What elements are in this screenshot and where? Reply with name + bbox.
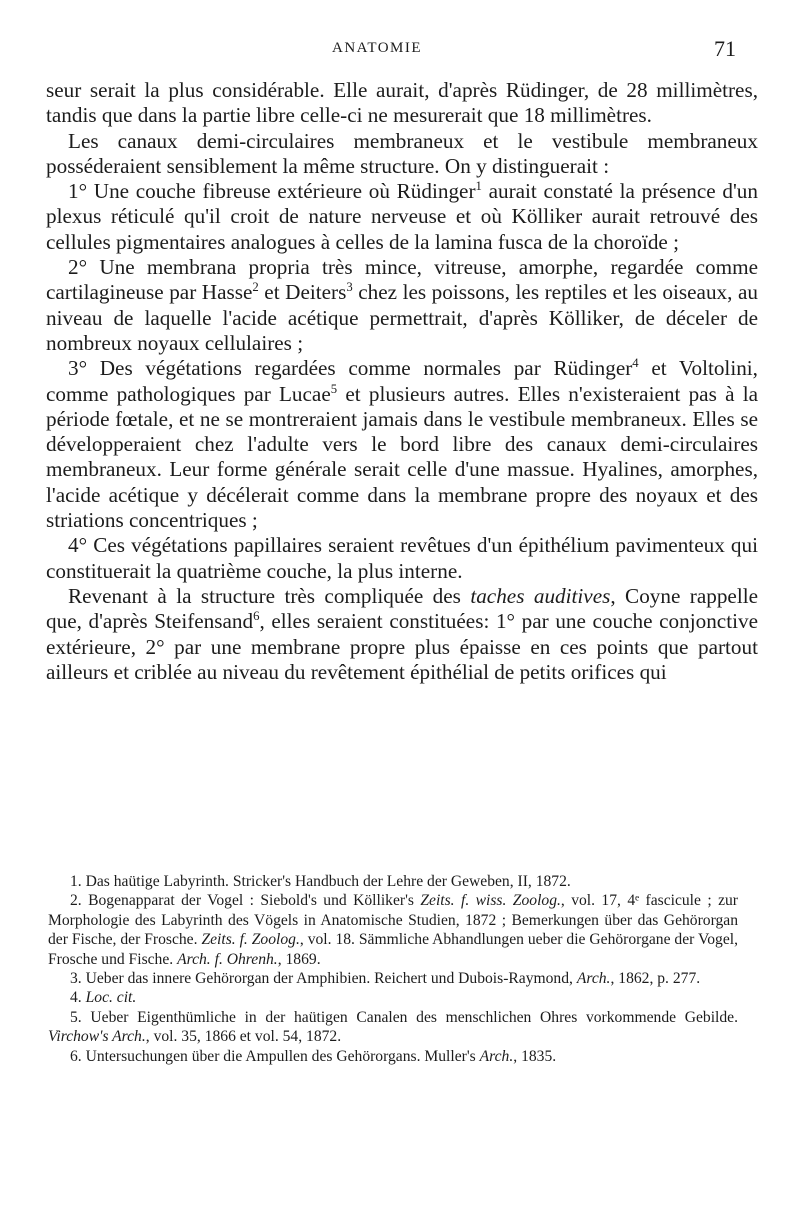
journal-title: Arch. f. Ohrenh. [177,950,278,968]
footnote-ref: 4 [632,356,639,371]
paragraph [46,179,758,255]
text-run: , Coyne rappelle que, d'après Steifensand [46,583,759,634]
paragraph: Les canaux demi-circulaires membraneux et le vestibule membraneux posséderaient sensiblement la même structure. On y distinguerait : [46,128,758,178]
italic-term: taches auditives [470,583,611,608]
page-number: 71 [714,36,736,61]
paragraph [46,584,758,685]
paragraph [46,356,758,533]
paragraph [46,255,758,356]
text-run: chez les poissons, les reptiles et les oiseaux, au niveau de laquelle l'acide acétique permettrait, d'après Kölliker, de déceler de nombreux noyaux cellulaires ; [46,280,758,355]
text-run: , vol. 18. Sämmliche Abhandlungen ueber die Gehörorgane der Vogel, Frosche und Fische. [48,931,738,968]
text-run: et plusieurs autres. Elles n'existeraient pas à la période fœtale, et ne se montreraient jamais dans le vestibule membraneux. Elles se développeraient chez l'adulte vers le bord libre des canaux demi-circulaires membraneux. Leur forme générale serait celle d'une massue. Hyalines, amorphes, l'acide acétique y décélerait comme dans la membrane propre des noyaux et des striations concentriques ; [46,381,758,533]
text-run: 3. Ueber das innere Gehörorgan der Amphibien. Reichert und Dubois-Raymond, [70,970,577,988]
body-text [46,78,758,685]
footnote [48,891,738,969]
text-run: et Deiters [258,280,347,305]
text-run: 3° Des végétations regardées comme normales par Rüdinger [68,356,633,381]
footnote [48,872,738,891]
text-run: et Voltolini, comme pathologiques par Lucae [46,356,758,406]
text-run: aurait constaté la présence d'un plexus réticulé qu'il croit de nature nerveuse et où Kölliker aurait retrouvé des cellules pigmentaires analogues à celles de la lamina fusca de la choroïde ; [46,179,758,254]
text-run: Revenant à la structure très compliquée des [68,583,471,608]
running-title: ANATOMIE [332,40,423,56]
text-run: 6. Untersuchungen über die Ampullen des Gehörorgans. Muller's [70,1047,480,1065]
footnote-ref: 2 [252,280,259,295]
footnote-ref: 6 [253,609,260,624]
journal-title: Loc. cit. [85,989,137,1007]
footnotes [48,872,738,1066]
footnote [48,969,738,988]
page-header [40,36,758,60]
text-run: 5. Ueber Eigenthümliche in der haütigen Canalen des menschlichen Ohres vorkommende Gebilde. [70,1008,738,1026]
text-run: , vol. 35, 1866 et vol. 54, 1872. [145,1028,342,1046]
text-run: 4. [70,989,86,1007]
text-run: 2. Bogenapparat der Vogel : Siebold's und Kölliker's [70,892,421,910]
footnote [48,1008,738,1047]
text-run: 1. Das haütige Labyrinth. Stricker's Handbuch der Lehre der Geweben, II, 1872. [70,873,571,890]
text-run: 1° Une couche fibreuse extérieure où Rüdinger [68,179,476,204]
journal-title: Virchow's Arch. [48,1028,146,1046]
paragraph: seur serait la plus considérable. Elle aurait, d'après Rüdinger, de 28 millimètres, tandis que dans la partie libre celle-ci ne mesurerait que 18 millimètres. [46,78,758,128]
text-run: , 1869. [277,950,321,968]
footnote-ref: 5 [330,381,338,396]
text-run: 2° Une membrana propria très mince, vitreuse, amorphe, regardée comme cartilagineuse par Hasse [46,255,758,305]
footnote [48,1047,738,1066]
journal-title: Zeits. f. Zoolog. [201,931,300,949]
footnote-ref: 3 [346,280,353,295]
text-run: , vol. 17, 4ᵉ fascicule ; zur Morphologie des Labyrinth des Vögels in Anatomische Studien, 1872 ; Bemerkungen über das Gehörorgan der Fische, der Frosche. [48,892,738,949]
journal-title: Arch. [479,1047,514,1065]
journal-title: Arch. [576,970,611,988]
text-run: , 1862, p. 277. [610,970,701,988]
journal-title: Zeits. f. wiss. Zoolog. [420,892,561,910]
footnote-ref: 1 [475,179,482,194]
text-run: , 1835. [513,1047,557,1065]
footnote [48,988,738,1007]
text-run: , elles seraient constituées: 1° par une couche conjonctive extérieure, 2° par une membrane propre plus épaisse en ces points que partout ailleurs et criblée au niveau du revêtement épithélial de petits orifices qui [46,609,758,684]
paragraph: 4° Ces végétations papillaires seraient revêtues d'un épithélium pavimenteux qui constituerait la quatrième couche, la plus interne. [46,533,758,583]
